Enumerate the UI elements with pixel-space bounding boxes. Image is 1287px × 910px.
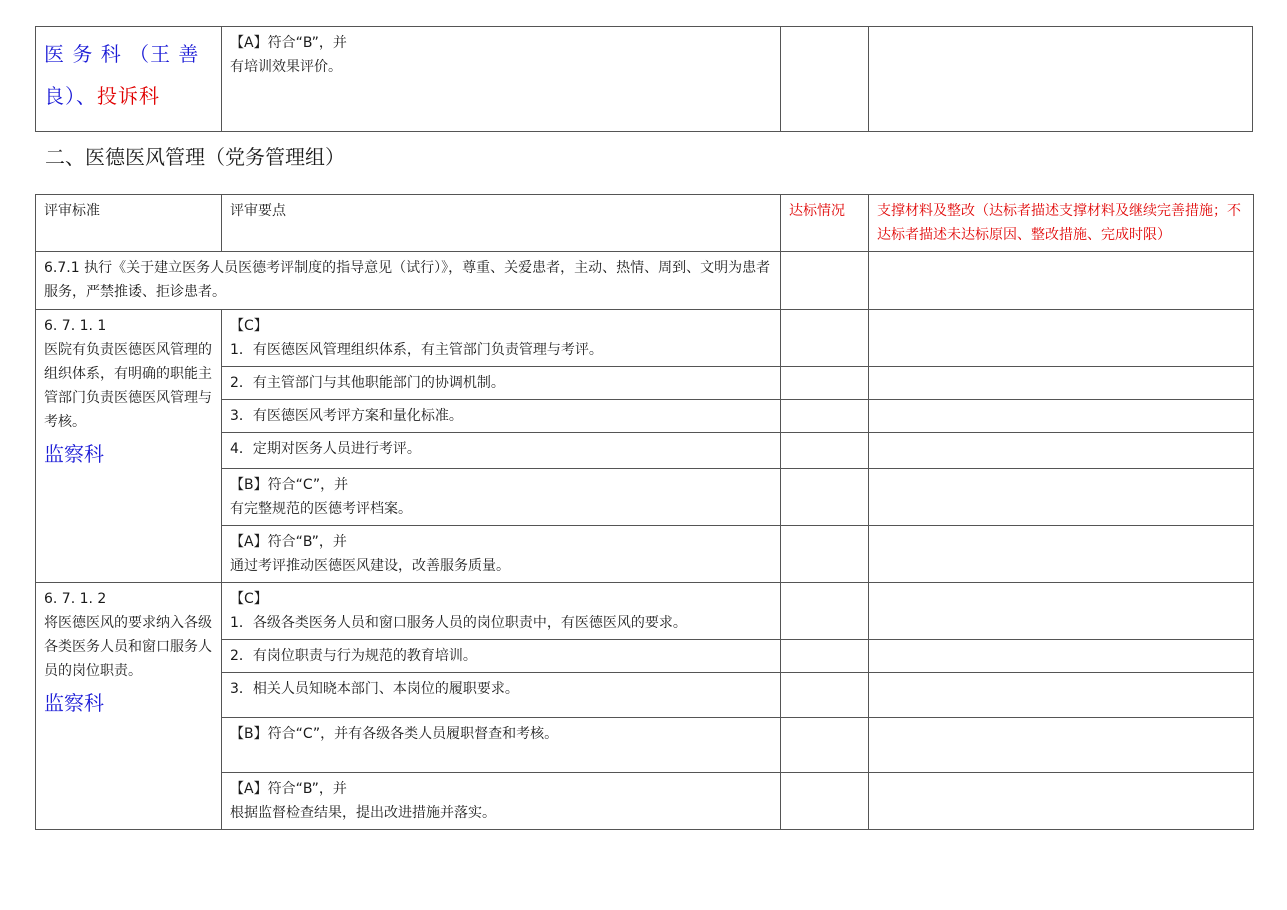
materials-cell bbox=[869, 773, 1254, 830]
key-point: 2．有主管部门与其他职能部门的协调机制。 bbox=[222, 367, 781, 400]
status-cell bbox=[781, 367, 869, 400]
item-number: 6. 7. 1. 2 bbox=[44, 591, 107, 607]
materials-cell bbox=[869, 400, 1254, 433]
materials-cell bbox=[869, 27, 1253, 132]
key-point: 3．有医德医风考评方案和量化标准。 bbox=[222, 400, 781, 433]
key-point: 1．有医德医风管理组织体系，有主管部门负责管理与考评。 bbox=[230, 342, 603, 358]
table-row bbox=[36, 583, 1254, 640]
level-a-cell bbox=[222, 526, 781, 583]
level-b-line2: 有完整规范的医德考评档案。 bbox=[230, 501, 412, 517]
table-row bbox=[36, 252, 1254, 310]
status-cell bbox=[781, 583, 869, 640]
materials-cell bbox=[869, 673, 1254, 718]
level-b-cell bbox=[222, 718, 781, 773]
header-row bbox=[36, 195, 1254, 252]
key-point-cell bbox=[222, 310, 781, 367]
status-cell bbox=[781, 27, 869, 132]
header-status: 达标情况 bbox=[781, 195, 869, 252]
status-cell bbox=[781, 718, 869, 773]
item-number: 6. 7. 1. 1 bbox=[44, 318, 107, 334]
status-cell bbox=[781, 640, 869, 673]
level-a-line1: 【A】符合“B”，并 bbox=[230, 781, 347, 797]
level-b-cell bbox=[222, 469, 781, 526]
item-text: 医院有负责医德医风管理的组织体系，有明确的职能主管部门负责医德医风管理与考核。 bbox=[44, 342, 212, 430]
item-text: 将医德医风的要求纳入各级各类医务人员和窗口服务人员的岗位职责。 bbox=[44, 615, 212, 679]
level-a-line2: 通过考评推动医德医风建设，改善服务质量。 bbox=[230, 558, 510, 574]
dept-line2-blue: 良）、 bbox=[44, 84, 97, 108]
key-point: 3．相关人员知晓本部门、本岗位的履职要求。 bbox=[222, 673, 781, 718]
header-materials: 支撑材料及整改（达标者描述支撑材料及继续完善措施；不达标者描述未达标原因、整改措施、完成时限） bbox=[869, 195, 1254, 252]
key-point: 4．定期对医务人员进行考评。 bbox=[222, 433, 781, 469]
clause-671: 6.7.1 执行《关于建立医务人员医德考评制度的指导意见（试行）》，尊重、关爱患者，主动、热情、周到、文明为患者服务，严禁推诿、拒诊患者。 bbox=[36, 252, 781, 310]
status-cell bbox=[781, 252, 869, 310]
materials-cell bbox=[869, 252, 1254, 310]
item-6711-standard bbox=[36, 310, 222, 583]
section-heading: 二、医德医风管理（党务管理组） bbox=[45, 145, 345, 169]
table-row bbox=[36, 310, 1254, 367]
status-cell bbox=[781, 433, 869, 469]
level-b-line1: 【B】符合“C”，并有各级各类人员履职督查和考核。 bbox=[230, 726, 559, 742]
dept-cell bbox=[36, 27, 222, 132]
status-cell bbox=[781, 673, 869, 718]
level-b-line1: 【B】符合“C”，并 bbox=[230, 477, 349, 493]
dept-line1: 医 务 科 （王 善 bbox=[44, 42, 200, 66]
level-a-cell bbox=[222, 773, 781, 830]
top-table bbox=[35, 26, 1253, 132]
level-c-label: 【C】 bbox=[230, 591, 268, 607]
level-a-line1: 【A】符合“B”，并 bbox=[230, 534, 347, 550]
materials-cell bbox=[869, 469, 1254, 526]
key-point: 1．各级各类医务人员和窗口服务人员的岗位职责中，有医德医风的要求。 bbox=[230, 615, 687, 631]
key-point: 2．有岗位职责与行为规范的教育培训。 bbox=[222, 640, 781, 673]
dept-label: 监察科 bbox=[44, 691, 104, 715]
status-cell bbox=[781, 400, 869, 433]
dept-line2-red: 投诉科 bbox=[97, 84, 160, 108]
materials-cell bbox=[869, 310, 1254, 367]
level-c-label: 【C】 bbox=[230, 318, 268, 334]
key-point-cell bbox=[222, 583, 781, 640]
materials-cell bbox=[869, 718, 1254, 773]
dept-line2 bbox=[44, 73, 213, 119]
materials-cell bbox=[869, 526, 1254, 583]
materials-cell bbox=[869, 640, 1254, 673]
requirement-cell bbox=[222, 27, 781, 132]
review-table bbox=[35, 194, 1254, 830]
materials-cell bbox=[869, 367, 1254, 400]
header-key-points: 评审要点 bbox=[222, 195, 781, 252]
dept-label: 监察科 bbox=[44, 442, 104, 466]
materials-cell bbox=[869, 433, 1254, 469]
status-cell bbox=[781, 526, 869, 583]
status-cell bbox=[781, 469, 869, 526]
status-cell bbox=[781, 773, 869, 830]
status-cell bbox=[781, 310, 869, 367]
materials-cell bbox=[869, 583, 1254, 640]
header-standard: 评审标准 bbox=[36, 195, 222, 252]
level-a-line2: 根据监督检查结果，提出改进措施并落实。 bbox=[230, 805, 496, 821]
requirement-line1: 【A】符合“B”，并 bbox=[230, 35, 347, 51]
requirement-line2: 有培训效果评价。 bbox=[230, 59, 342, 75]
item-6712-standard bbox=[36, 583, 222, 830]
